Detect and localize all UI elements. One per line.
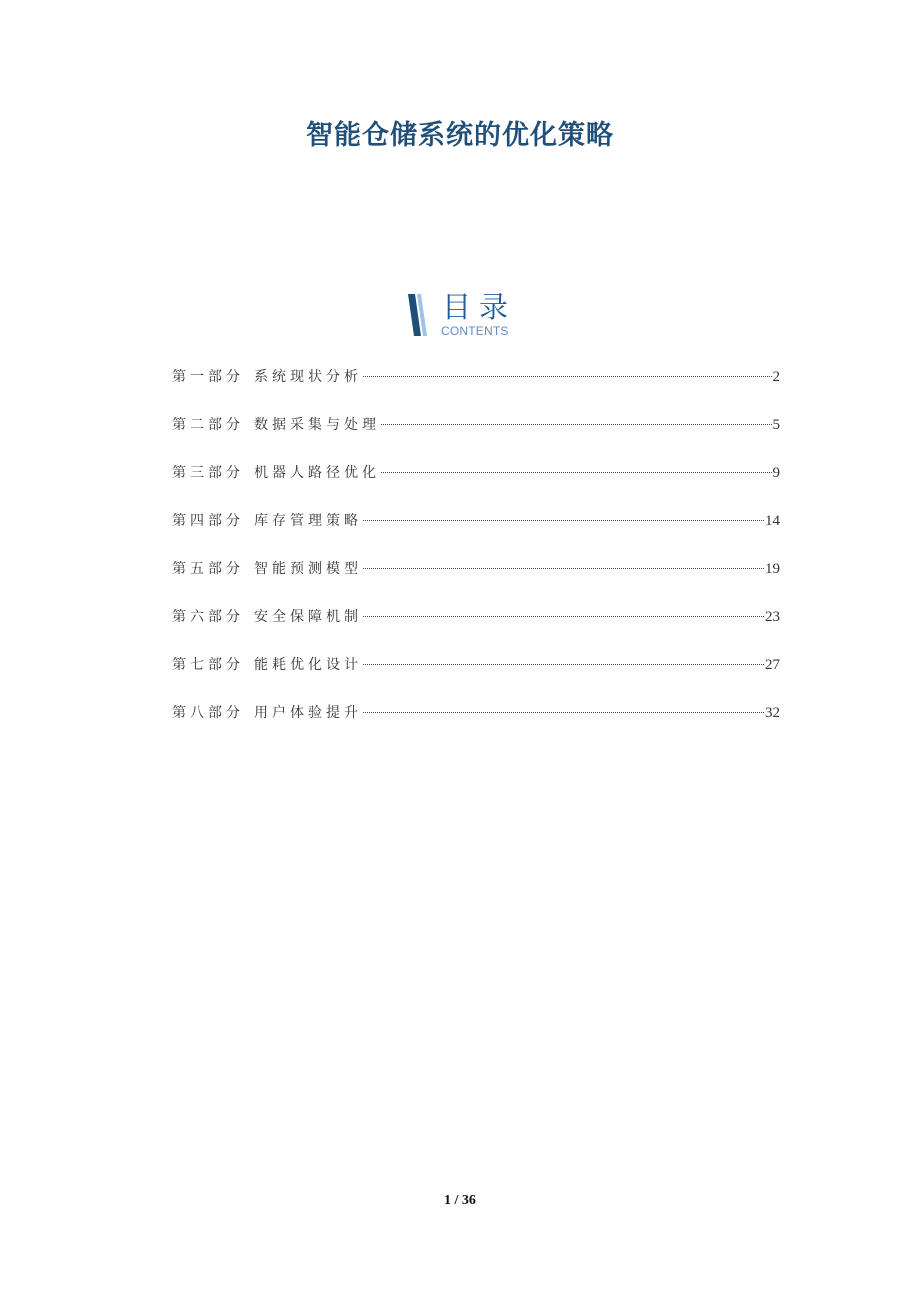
toc-entry[interactable]: [172, 556, 780, 604]
toc-entry-page: 2: [772, 369, 780, 385]
toc-entry-title: 智能预测模型: [254, 561, 362, 577]
toc-entry[interactable]: [172, 604, 780, 652]
toc-entry-part: 第四部分: [172, 513, 244, 529]
toc-entry[interactable]: [172, 700, 780, 748]
toc-entry[interactable]: [172, 412, 780, 460]
toc-dot-leader: [363, 568, 764, 569]
page-number: 1 / 36: [444, 1193, 476, 1208]
toc-dot-leader: [363, 664, 764, 665]
toc-entry-part: 第三部分: [172, 465, 244, 481]
toc-dot-leader: [381, 424, 772, 425]
toc-entry-title: 数据采集与处理: [254, 417, 380, 433]
toc-subheading: CONTENTS: [441, 324, 509, 338]
toc-entry[interactable]: [172, 364, 780, 412]
toc-list: [172, 364, 780, 748]
toc-entry[interactable]: [172, 652, 780, 700]
toc-entry-title: 安全保障机制: [254, 609, 362, 625]
toc-entry-part: 第一部分: [172, 369, 244, 385]
toc-dot-leader: [381, 472, 772, 473]
toc-entry-page: 27: [765, 657, 780, 673]
toc-entry-title: 系统现状分析: [254, 369, 362, 385]
toc-entry[interactable]: [172, 508, 780, 556]
toc-entry-title: 机器人路径优化: [254, 465, 380, 481]
toc-entry-title: 用户体验提升: [254, 705, 362, 721]
toc-entry-part: 第二部分: [172, 417, 244, 433]
toc-entry-title: 能耗优化设计: [254, 657, 362, 673]
toc-heading: 目录: [442, 290, 517, 324]
toc-entry-part: 第六部分: [172, 609, 244, 625]
toc-header: [406, 292, 526, 342]
toc-dot-leader: [363, 520, 764, 521]
toc-entry-page: 19: [765, 561, 780, 577]
toc-entry-page: 5: [772, 417, 780, 433]
toc-entry-page: 23: [765, 609, 780, 625]
toc-entry-page: 9: [772, 465, 780, 481]
toc-dot-leader: [363, 712, 764, 713]
toc-entry-part: 第七部分: [172, 657, 244, 673]
document-title: 智能仓储系统的优化策略: [306, 120, 614, 151]
toc-entry-part: 第八部分: [172, 705, 244, 721]
toc-dot-leader: [363, 616, 764, 617]
toc-entry-title: 库存管理策略: [254, 513, 362, 529]
toc-entry-page: 14: [765, 513, 780, 529]
toc-dot-leader: [363, 376, 772, 377]
toc-entry[interactable]: [172, 460, 780, 508]
toc-entry-page: 32: [765, 705, 780, 721]
toc-entry-part: 第五部分: [172, 561, 244, 577]
toc-logo-icon: [406, 292, 432, 338]
